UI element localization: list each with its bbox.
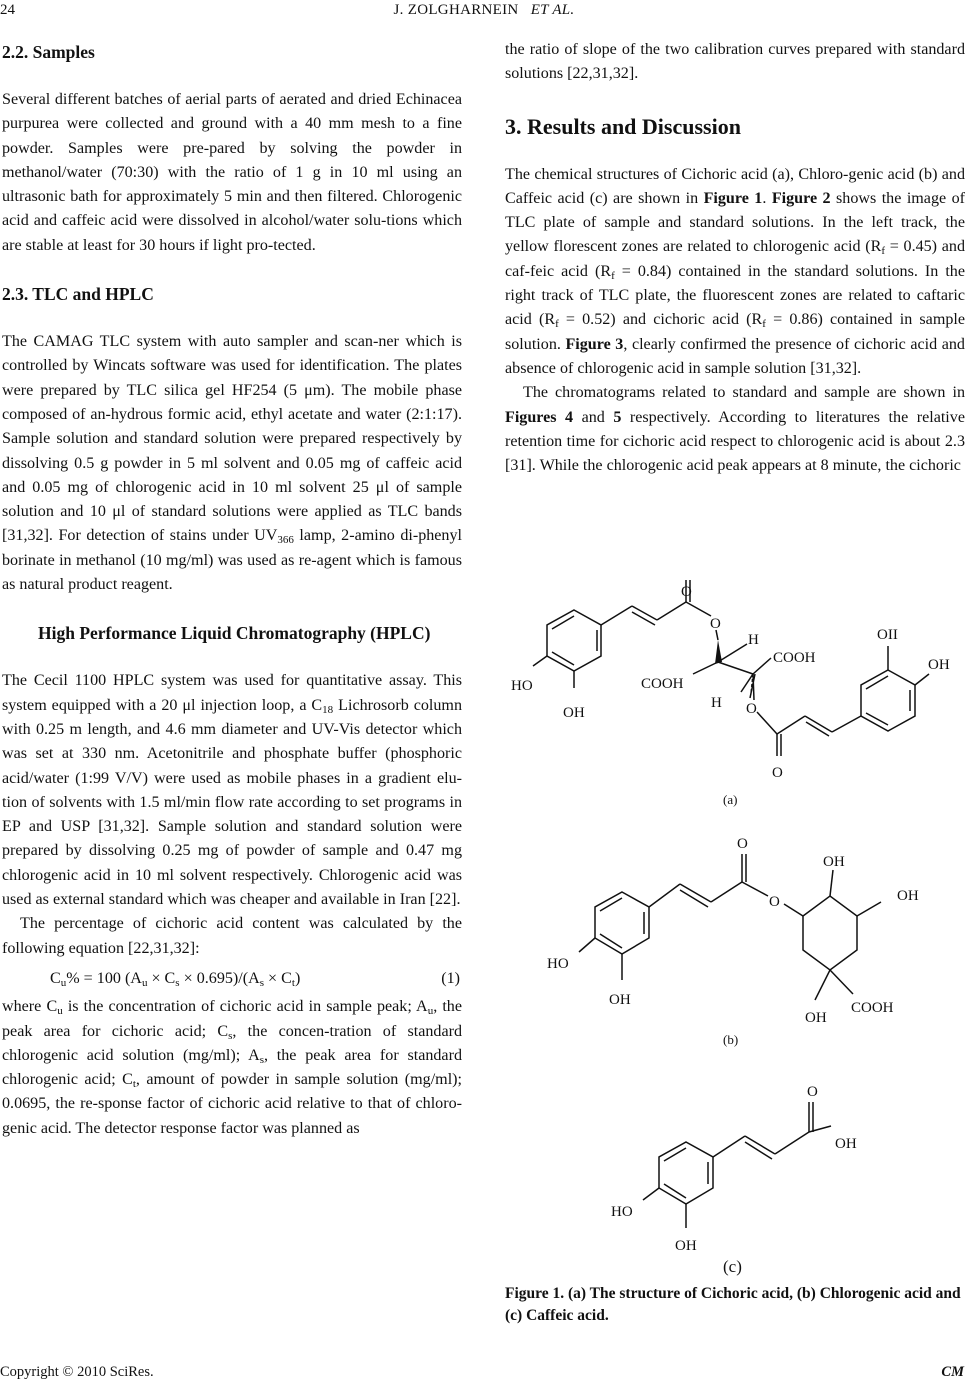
atom-label: OH: [823, 854, 845, 870]
p2-text: respectively. According to literatures the relative retention time for cichoric acid respect to chlorogenic acid is about 2.3 [31]. While the chlorogenic acid peak appears at 8 minute, the cichoric: [505, 408, 965, 475]
benzene-ring: [547, 610, 601, 671]
rf-sub: f: [555, 318, 559, 331]
rf-sub: f: [611, 269, 615, 282]
atom-label: OH: [675, 1238, 697, 1254]
eq-part: % = 100 (A: [66, 969, 142, 987]
uv-subscript: 366: [277, 534, 294, 547]
eq-sub: s: [175, 976, 180, 989]
atom-label: HO: [547, 956, 569, 972]
atom-label: OH: [563, 705, 585, 721]
section-2-4-text-a: The Cecil 1100 HPLC system was used for quantitative assay. This system equipped with a 20 μl injection loop, a C: [2, 672, 462, 714]
benzene-ring: [861, 670, 915, 731]
atom-label: O: [737, 836, 748, 852]
c18-subscript: 18: [322, 703, 334, 716]
figure-1c-label: (c): [723, 1257, 742, 1276]
figure-ref: Figure 1: [703, 189, 763, 207]
eq-part: ): [294, 969, 301, 987]
running-author: J. ZOLGHARNEIN: [393, 2, 519, 18]
section-2-3-text-a: The CAMAG TLC system with auto sampler and scan-ner which is controlled by Wincats software was used for identification. The plates were prepared by TLC silica gel HF254 (5 μm). The mobile phase composed of an-hydrous formic acid, ethyl acetate and water (2:1:17). Sample solution and standard solution were prepared respectively by dissolving 0.5 g powder in 5 ml solvent and 0.05 mg of caffeic acid and 0.05 mg of chlorogenic acid in 10 ml solvent 25 μl of sample solution and 10 μl of standard solutions were applied as TLC bands [31,32]. For detection of stains under UV: [2, 333, 462, 545]
right-column: [505, 38, 965, 478]
def-text: is the concentration of cichoric acid in sample peak; A: [62, 998, 428, 1016]
running-etal: ET AL.: [530, 2, 575, 18]
left-column: [2, 38, 462, 1141]
section-2-3-body: [2, 330, 462, 597]
equation-definitions: [2, 995, 462, 1141]
atom-label: OH: [609, 992, 631, 1008]
running-head: [0, 2, 968, 19]
p1-text: The chemical structures of Cichoric acid (a), Chloro-genic acid (b) and Caffeic acid (c) are shown in: [505, 165, 965, 207]
atom-label: O: [710, 616, 721, 632]
atom-label: OH: [835, 1136, 857, 1152]
p1-text: .: [762, 189, 772, 207]
cyclohexane-ring: [803, 896, 857, 970]
structure-chlorogenic-acid: [547, 836, 919, 1047]
atom-label: H: [748, 632, 759, 648]
benzene-ring: [659, 1142, 713, 1204]
section-2-2-heading: 2.2. Samples: [2, 42, 95, 62]
atom-label: O: [769, 894, 780, 910]
figure-ref: Figures 4: [505, 408, 574, 426]
figure-ref: Figure 2: [771, 189, 831, 207]
def-text: , the peak area for standard chlorogenic acid; C: [2, 1046, 462, 1089]
atom-label: OH: [805, 1010, 827, 1026]
def-text: , amount of powder in sample solution (mg/ml); 0.0695, the re-sponse factor of cichoric acid relative to that of chloro-genic acid. The detector response factor was planned as: [2, 1071, 462, 1137]
section-2-3-heading: 2.3. TLC and HPLC: [2, 284, 154, 305]
results-paragraph-2: [505, 381, 965, 478]
eq-part: × C: [264, 969, 292, 987]
continued-text: the ratio of slope of the two calibration curves prepared with standard solutions [22,31,32].: [505, 41, 965, 83]
figure-ref: 5: [613, 408, 622, 426]
atom-label: O: [681, 584, 692, 600]
equation-number: (1): [441, 969, 460, 987]
results-paragraph-1: [505, 163, 965, 382]
page-header: [0, 2, 968, 26]
eq-sub: s: [259, 976, 265, 989]
equation-1: [2, 967, 462, 991]
eq-part: × C: [147, 969, 176, 987]
atom-label: O: [746, 701, 757, 717]
def-sub: u: [427, 1005, 434, 1018]
equation-expression: [50, 967, 300, 991]
p1-text: = 0.86) contained in sample solution.: [505, 311, 966, 353]
eq-sub: t: [291, 976, 295, 989]
atom-label: COOH: [851, 1000, 894, 1016]
chemical-structures: [505, 570, 965, 1280]
figure-ref: Figure 3: [565, 335, 624, 353]
figure-1b-label: (b): [723, 1032, 739, 1047]
eq-part: C: [50, 969, 61, 987]
atom-label: O: [807, 1084, 818, 1100]
def-sub: s: [259, 1053, 264, 1066]
section-2-4-title: High Performance Liquid Chromatography (HPLC): [38, 623, 431, 644]
section-2-4-heading: [2, 619, 462, 647]
atom-label: OII: [877, 627, 898, 643]
section-3-heading: 3. Results and Discussion: [505, 113, 741, 139]
atom-label: OH: [897, 888, 919, 904]
section-2-4-para2: The percentage of cichoric acid content was calculated by the following equation [22,31,32]:: [2, 915, 462, 957]
rf-sub: f: [762, 318, 766, 331]
section-2-4-number: [2, 619, 38, 647]
structure-cichoric-acid: [511, 580, 950, 807]
atom-label: HO: [611, 1204, 633, 1220]
structure-caffeic-acid: [611, 1084, 857, 1276]
p1-text: = 0.52) and cichoric acid (R: [558, 311, 763, 329]
figure-1: [505, 570, 965, 1285]
section-2-3-text-b: lamp, 2-amino di-phenyl borinate in methanol (10 mg/ml) was used as re-agent which is famous as natural product reagent.: [2, 527, 462, 594]
p1-text: = 0.84) contained in the standard solutions. In the right track of TLC plate, the fluorescent zones are related to caftaric acid (R: [505, 262, 965, 329]
section-2-4-text-b: Lichrosorb column with 0.25 m length, and 4.6 mm diameter and UV-Vis detector which was set at 330 nm. Acetonitrile and phosphate buffer (phosphoric acid/water (1:99 V/V) were used as mobile phases in a gradient elu-tion of solvents with 1.5 ml/min flow rate according to set programs in EP and USP [31,32]. Sample solution and standard solution were prepared by dissolving 0.25 mg of powder of sample and 0.47 mg chlorogenic acid in 10 ml solvent respectively. Chlorogenic acid was used as external standard which was cheaper and available in Iran [22].: [2, 696, 462, 909]
eq-sub: u: [60, 976, 67, 989]
section-2-4-body: [2, 669, 462, 912]
p2-text: and: [573, 408, 614, 426]
section-2-2-body: Several different batches of aerial parts of aerated and dried Echinacea purpurea were collected and ground with a 40 mm mesh to a fine powder. Samples were pre-pared by solving the powder in methanol/water (70:30) with the ratio of 1 g in 10 ml using an ultrasonic bath for approximately 5 min and then filtered. Chlorogenic acid and caffeic acid were dissolved in alcohol/water solu-tions which are stable at least for 30 hours if light pro-tected.: [2, 91, 462, 254]
def-text: , the concen-tration of standard chlorogenic acid solution (mg/ml); A: [2, 1022, 463, 1064]
p2-text: The chromatograms related to standard and sample are shown in: [523, 384, 965, 402]
page-number: 24: [0, 2, 15, 18]
eq-part: × 0.695)/(A: [179, 969, 260, 987]
rf-sub: f: [881, 245, 886, 258]
atom-label: O: [772, 765, 783, 781]
p1-text: = 0.45) and caf-feic acid (R: [505, 238, 965, 280]
def-sub: u: [57, 1005, 63, 1018]
def-sub: t: [132, 1078, 136, 1091]
benzene-ring: [595, 892, 649, 954]
def-sub: s: [228, 1029, 233, 1042]
def-text: where C: [2, 998, 58, 1016]
eq-sub: u: [141, 976, 148, 989]
copyright-notice: Copyright © 2010 SciRes.: [0, 1364, 154, 1380]
p1-text: , clearly confirmed the presence of cichoric acid and absence of chlorogenic acid in sample solution [31,32].: [505, 335, 965, 377]
atom-label: COOH: [773, 650, 816, 666]
p1-text: shows the image of TLC plate of sample and standard solutions. In the left track, the yellow florescent zones are related to chlorogenic acid (R: [505, 189, 965, 256]
def-text: , the peak area for cichoric acid; C: [2, 998, 463, 1040]
atom-label: H: [711, 695, 722, 711]
journal-abbrev: CM: [941, 1364, 964, 1380]
atom-label: COOH: [641, 676, 684, 692]
figure-1-caption: Figure 1. (a) The structure of Cichoric acid, (b) Chlorogenic acid and (c) Caffeic acid.: [505, 1285, 961, 1324]
atom-label: HO: [511, 678, 533, 694]
atom-label: OH: [928, 657, 950, 673]
figure-1a-label: (a): [723, 792, 738, 807]
